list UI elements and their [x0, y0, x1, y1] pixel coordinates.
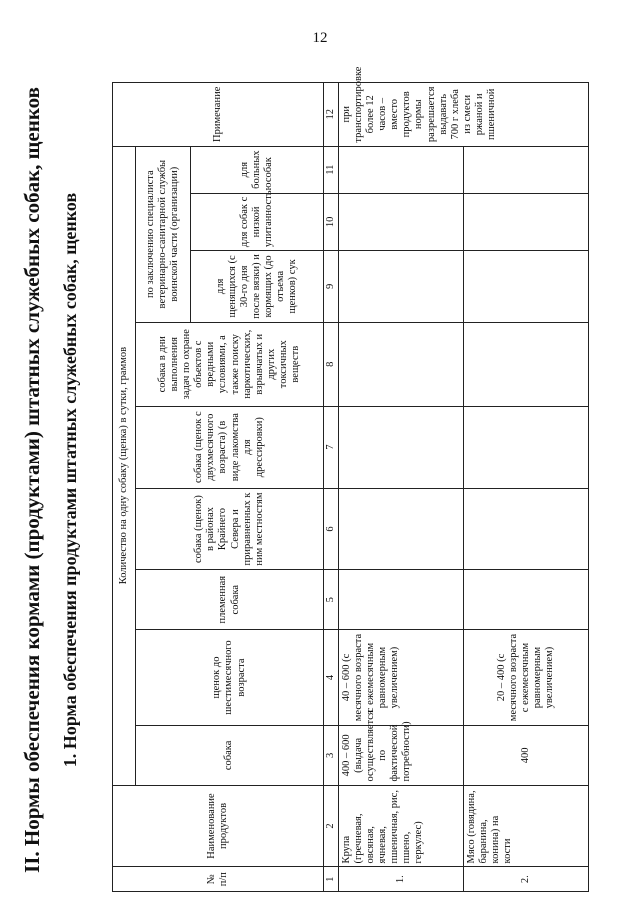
- column-number: 3: [324, 726, 339, 785]
- rotated-page-content: [20, 60, 620, 900]
- row-treat-value: [464, 406, 589, 488]
- column-number: 9: [324, 251, 339, 323]
- column-number: 8: [324, 322, 339, 406]
- row-duty-value: [339, 322, 464, 406]
- header-treat: собака (щенок с двухмесячного возраста) (в виде лакомства для дрессировки): [136, 406, 324, 488]
- header-num: № п/п: [113, 867, 324, 892]
- column-number: 1: [324, 867, 339, 892]
- row-treat-value: [339, 406, 464, 488]
- header-row-2: [136, 83, 191, 892]
- header-dog: собака: [136, 726, 324, 785]
- subsection-title: 1. Норма обеспечения продуктами штатных служебных собак, щенков: [60, 192, 80, 768]
- header-duty: собака в дни выполнения задач по охране объектов с вредными условиями, а также поиску наркотических, взрывчатых и других токсичных веществ: [136, 322, 324, 406]
- column-number: 2: [324, 785, 339, 867]
- header-north: собака (щенок) в районах Крайнего Севера и приравненных к ним местностям: [136, 488, 324, 570]
- row-num: 1.: [339, 867, 464, 892]
- column-number: 12: [324, 83, 339, 147]
- row-product-name: Крупа (гречневая, овсяная, ячневая, пшеничная, рис, пшено, геркулес): [339, 785, 464, 867]
- row-low-fat-value: [464, 193, 589, 250]
- row-sick-value: [339, 146, 464, 193]
- header-low-fat: для собак с низкой упитанностью: [191, 193, 324, 250]
- header-puppy-feeding: для щенящихся (с 30-го дня после вязки) и кормящих (до отъема щенков) сук: [191, 251, 324, 323]
- row-low-fat-value: [339, 193, 464, 250]
- header-puppy: щенок до шестимесячного возраста: [136, 629, 324, 725]
- column-number: 11: [324, 146, 339, 193]
- column-number: 7: [324, 406, 339, 488]
- row-puppy-value: 40 – 600 (с месячного возраста с ежемесячным равномерным увеличением): [339, 629, 464, 725]
- column-number: 6: [324, 488, 339, 570]
- table-row: [339, 83, 464, 892]
- row-sick-value: [464, 146, 589, 193]
- row-puppy-feeding-value: [464, 251, 589, 323]
- row-puppy-value: 20 – 400 (с месячного возраста с ежемесячным равномерным увеличением): [464, 629, 589, 725]
- row-dog-value: 400: [464, 726, 589, 785]
- header-sick: для больных собак: [191, 146, 324, 193]
- header-vet-group: по заключению специалиста ветеринарно-санитарной службы воинской части (организации): [136, 146, 191, 322]
- page-number: 12: [312, 30, 328, 46]
- header-note: Примечание: [113, 83, 324, 147]
- header-name: Наименование продуктов: [113, 785, 324, 867]
- row-breeding-value: [464, 570, 589, 629]
- header-row-1: [113, 83, 136, 892]
- column-number: 4: [324, 629, 339, 725]
- row-dog-value: 400 – 600 (выдача осуществляется по фактической потребности): [339, 726, 464, 785]
- norms-table: [112, 66, 589, 892]
- section-title: II. Нормы обеспечения кормами (продуктами) штатных служебных собак, щенков: [20, 87, 44, 873]
- table-row: [464, 83, 589, 892]
- column-numbers-row: [324, 83, 339, 892]
- header-breeding: племенная собака: [136, 570, 324, 629]
- header-qty-group: Количество на одну собаку (щенка) в сутки, граммов: [113, 146, 136, 785]
- row-north-value: [464, 488, 589, 570]
- row-num: 2.: [464, 867, 589, 892]
- column-number: 5: [324, 570, 339, 629]
- row-note: при транспортировке более 12 часов – вместо продуктов нормы разрешается выдавать 700 г хлеба из смеси ржаной и пшеничной: [339, 83, 589, 147]
- row-duty-value: [464, 322, 589, 406]
- row-north-value: [339, 488, 464, 570]
- row-puppy-feeding-value: [339, 251, 464, 323]
- row-breeding-value: [339, 570, 464, 629]
- row-product-name: Мясо (говядина, баранина, конина) на кости: [464, 785, 589, 867]
- column-number: 10: [324, 193, 339, 250]
